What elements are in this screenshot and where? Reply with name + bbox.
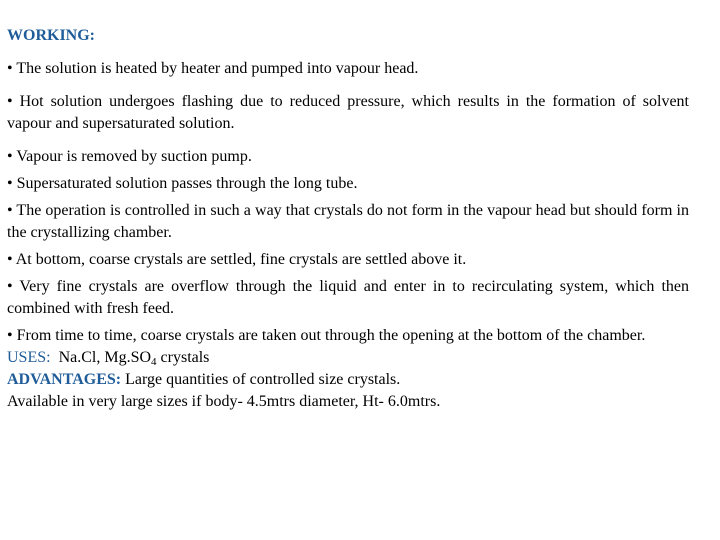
advantages-line: [7, 369, 689, 391]
uses-text-pre: Na.Cl, Mg.SO: [58, 349, 152, 366]
uses-text-post: crystals: [156, 349, 210, 366]
uses-line: [7, 347, 689, 369]
uses-text: [55, 349, 210, 366]
bullet-settling: • At bottom, coarse crystals are settled, fine crystals are settled above it.: [7, 251, 467, 268]
bullet-supersaturated: • Supersaturated solution passes through the long tube.: [7, 175, 358, 192]
uses-label: USES:: [7, 349, 51, 366]
bullet-heated: • The solution is heated by heater and pumped into vapour head.: [7, 60, 419, 77]
bullet-coarse-removal: • From time to time, coarse crystals are taken out through the opening at the bottom of the chamber.: [7, 327, 646, 344]
bullet-operation-control: • The operation is controlled in such a way that crystals do not form in the vapour head but should form in the crystallizing chamber.: [7, 202, 689, 241]
bullet-flashing: • Hot solution undergoes flashing due to reduced pressure, which results in the formation of solvent vapour and supersaturated solution.: [7, 93, 689, 132]
advantages-label: ADVANTAGES:: [7, 371, 122, 388]
bullet-vapour-removed: • Vapour is removed by suction pump.: [7, 148, 252, 165]
working-heading: WORKING:: [7, 27, 95, 44]
advantages-text: Large quantities of controlled size crystals.: [121, 371, 401, 388]
availability-line: Available in very large sizes if body- 4.5mtrs diameter, Ht- 6.0mtrs.: [7, 393, 441, 410]
uses-subscript: 4: [151, 356, 157, 368]
bullet-fine-crystals: • Very fine crystals are overflow through the liquid and enter in to recirculating system, which then combined with fresh feed.: [7, 278, 689, 317]
slide-content: [7, 25, 689, 413]
